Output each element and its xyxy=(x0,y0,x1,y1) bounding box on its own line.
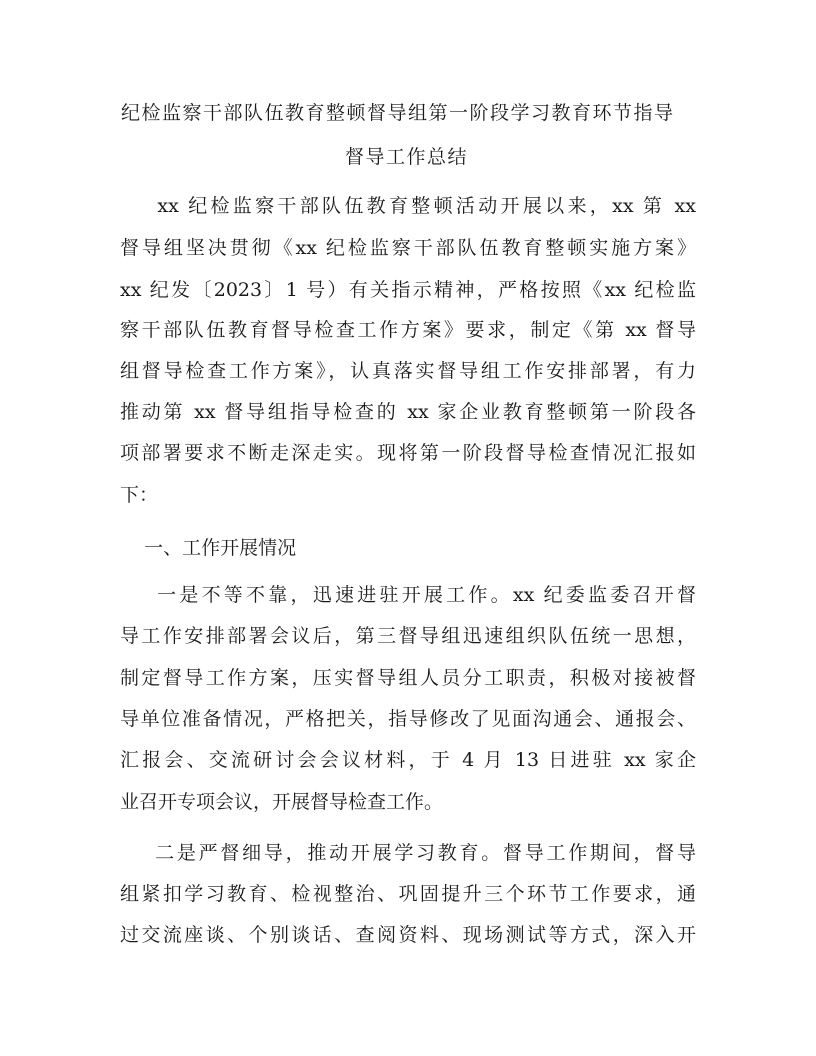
para1-line-3: 制定督导工作方案，压实督导组人员分工职责，积极对接被督 xyxy=(120,667,696,689)
intro-line-8: 下： xyxy=(120,484,159,506)
para2-line-2: 组紧扣学习教育、检视整治、巩固提升三个环节工作要求，通 xyxy=(120,883,696,905)
section-heading-1: 一、工作开展情况 xyxy=(120,537,297,559)
intro-line-7: 项部署要求不断走深走实。现将第一阶段督导检查情况汇报如 xyxy=(120,442,696,464)
para1-line-5: 汇报会、交流研讨会会议材料，于 4 月 13 日进驻 xx 家企 xyxy=(120,749,696,771)
para1-line-4: 导单位准备情况，严格把关，指导修改了见面沟通会、通报会、 xyxy=(120,708,696,730)
intro-line-1: xx 纪检监察干部队伍教育整顿活动开展以来，xx 第 xx xyxy=(120,195,696,217)
intro-line-4: 察干部队伍教育督导检查工作方案》要求，制定《第 xx 督导 xyxy=(120,319,696,341)
title-line-1: 纪检监察干部队伍教育整顿督导组第一阶段学习教育环节指导 xyxy=(121,102,675,124)
intro-line-3: xx 纪发〔2023〕1 号）有关指示精神，严格按照《xx 纪检监 xyxy=(120,279,696,301)
para2-line-3: 过交流座谈、个别谈话、查阅资料、现场测试等方式，深入开 xyxy=(120,924,696,946)
para1-line-1: 一是不等不靠，迅速进驻开展工作。xx 纪委监委召开督 xyxy=(120,584,696,606)
para1-line-6: 业召开专项会议，开展督导检查工作。 xyxy=(120,791,444,813)
intro-line-6: 推动第 xx 督导组指导检查的 xx 家企业教育整顿第一阶段各 xyxy=(120,401,696,423)
title-line-2: 督导工作总结 xyxy=(345,146,469,168)
para2-line-1: 二是严督细导，推动开展学习教育。督导工作期间，督导 xyxy=(120,842,696,864)
para1-line-2: 导工作安排部署会议后，第三督导组迅速组织队伍统一思想， xyxy=(120,625,696,647)
intro-line-5: 组督导检查工作方案》，认真落实督导组工作安排部署，有力 xyxy=(120,360,696,382)
intro-line-2: 督导组坚决贯彻《xx 纪检监察干部队伍教育整顿实施方案》 xyxy=(120,237,696,259)
